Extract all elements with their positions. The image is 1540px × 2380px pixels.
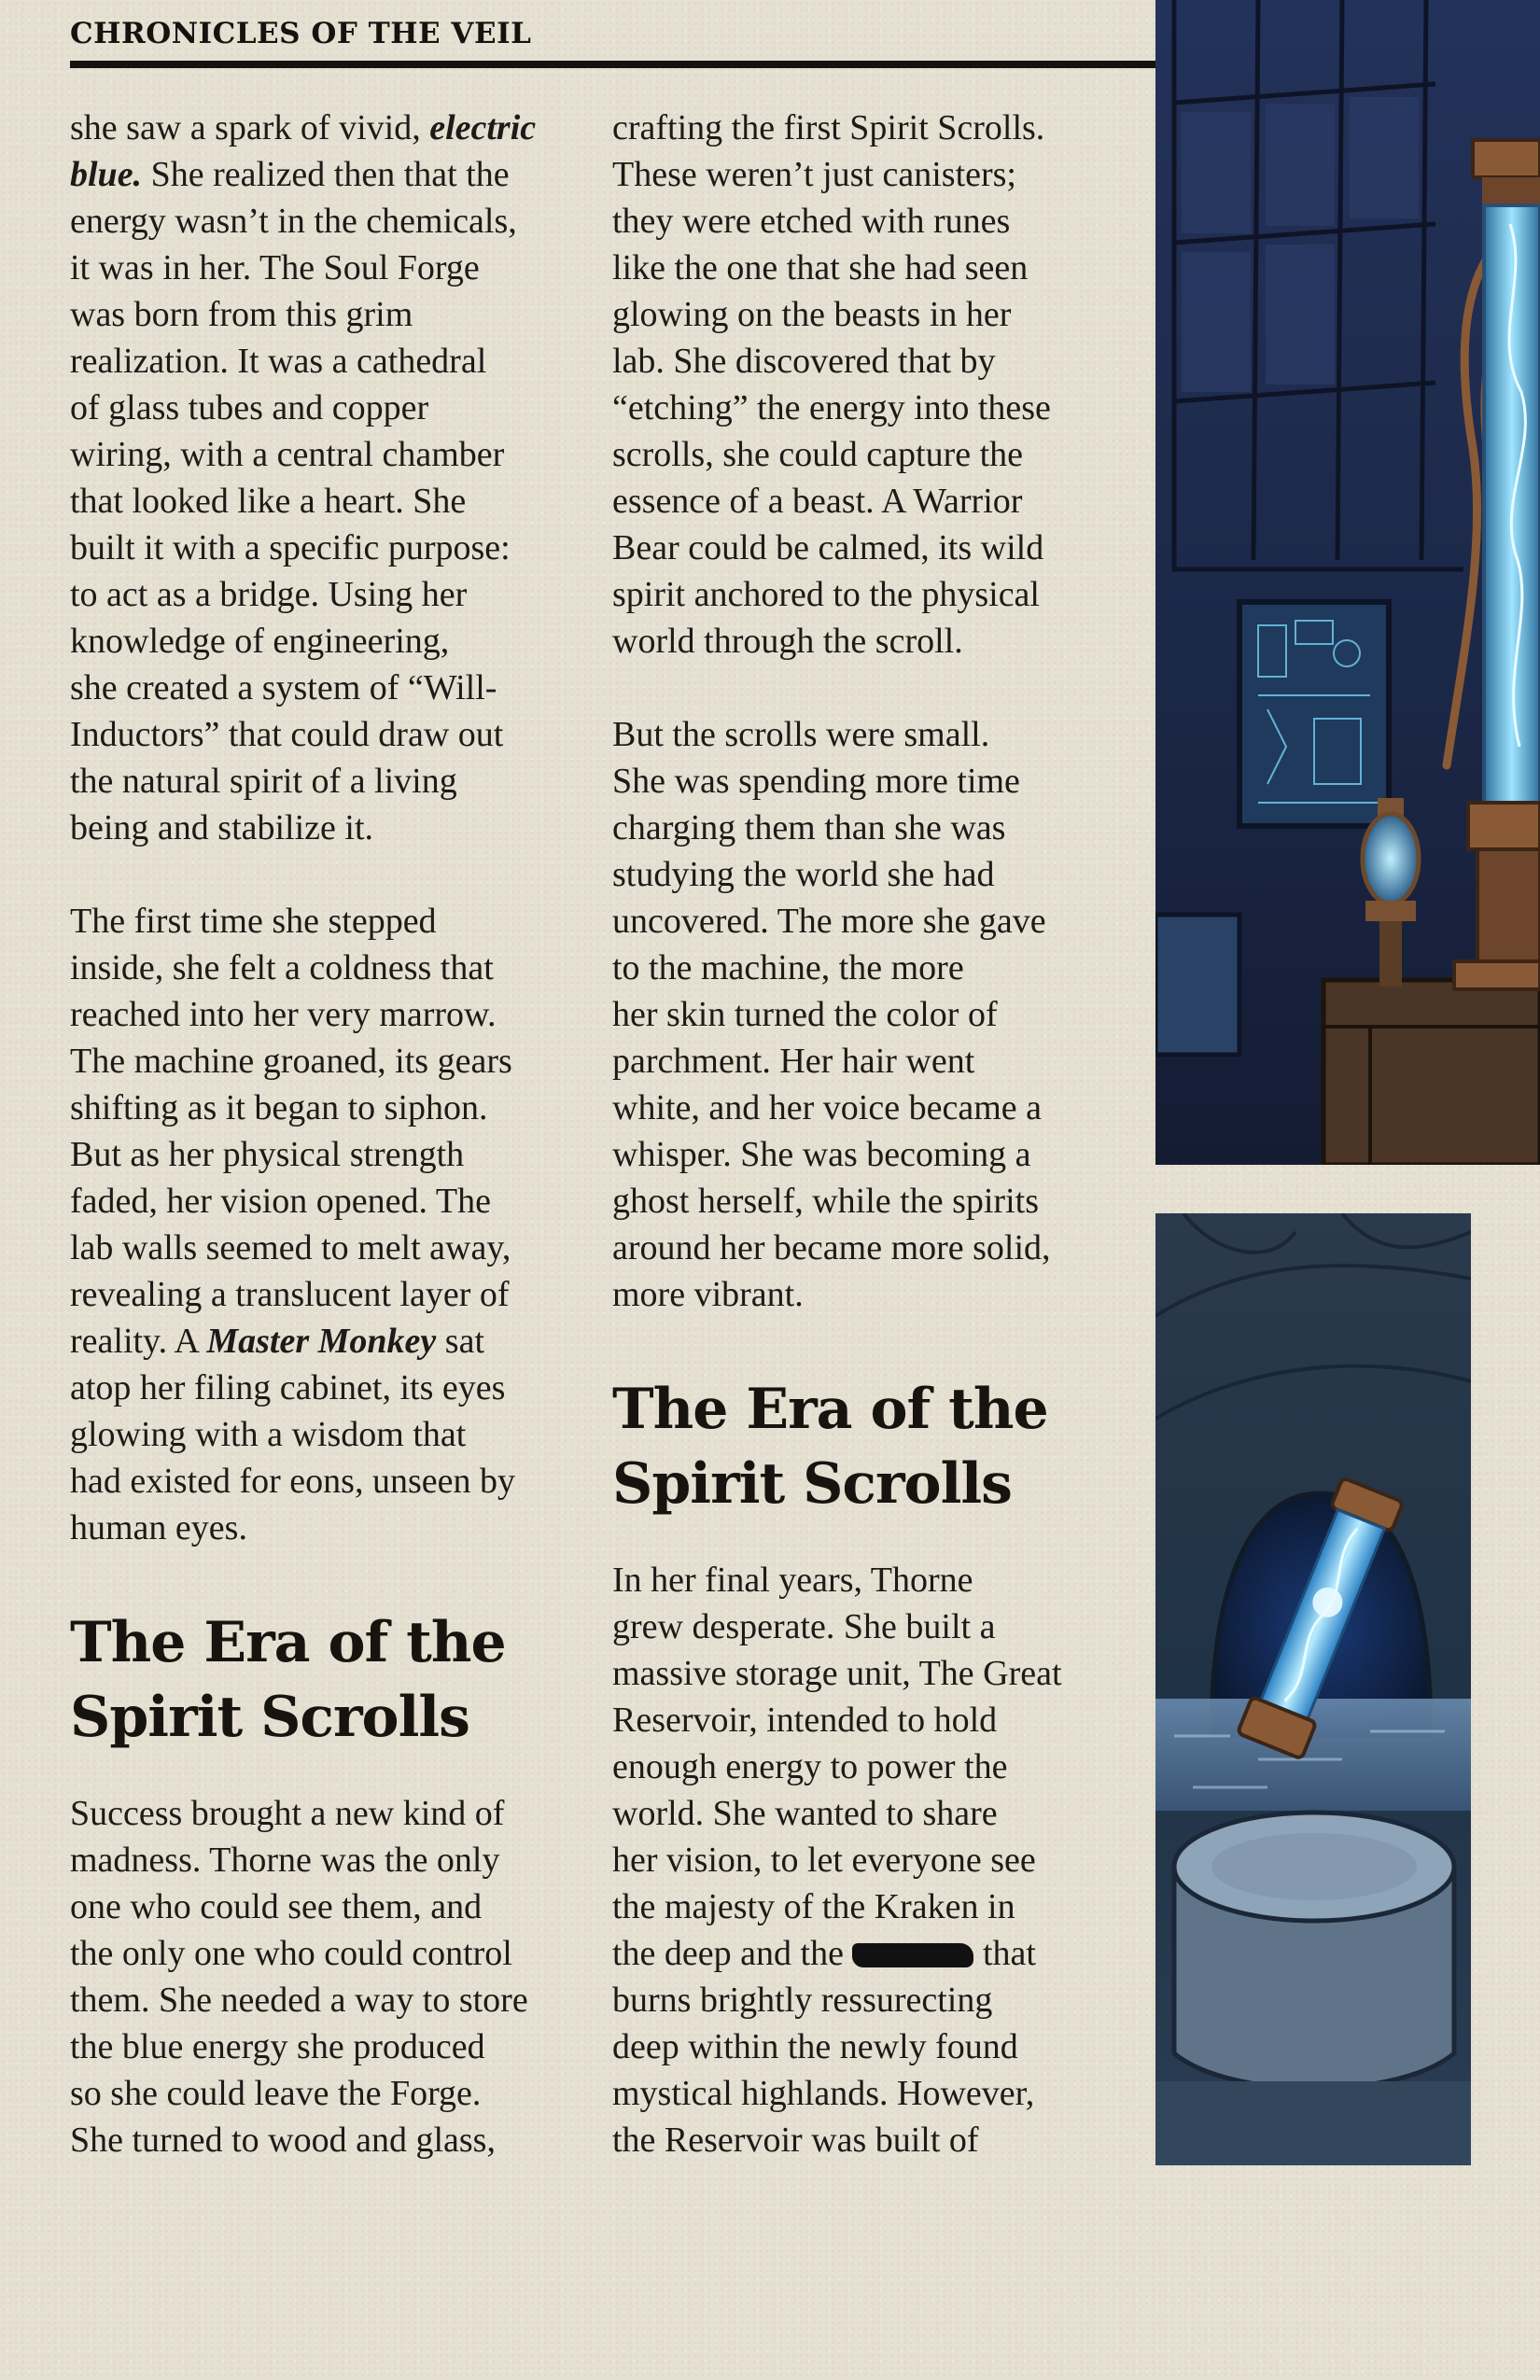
- running-header-title: CHRONICLES OF THE VEIL: [70, 17, 532, 50]
- paragraph-scrolls-small: But the scrolls were small. She was spending more time charging them than she was studying the world she had uncovered. The more she gave to the machine, the more her skin turned the color of parchment. Her hair went white, and her voice became a whisper. She was becoming a ghost herself, while the spirits around her became more solid, more vibrant.: [612, 715, 1051, 1314]
- right-column: [612, 105, 1121, 2163]
- left-column: [70, 105, 579, 2163]
- header-rule: [70, 61, 1155, 68]
- cave-illustration-svg: [1155, 1213, 1471, 2165]
- paragraph-text: that burns brightly ressurecting deep within the newly found mystical highlands. However, the Reservoir was built of: [612, 1934, 1036, 2160]
- soul-forge-lab-illustration: [1155, 0, 1540, 1165]
- paragraph-spirit-scrolls: crafting the first Spirit Scrolls. These weren’t just canisters; they were etched with runes like the one that she had seen glowing on the beasts in her lab. She discovered that by “etching” the energy into these scrolls, she could capture the essence of a beast. A Warrior Bear could be calmed, its wild spirit anchored to the physical world through the scroll.: [612, 108, 1051, 661]
- paragraph-text: she saw a spark of vivid,: [70, 108, 430, 147]
- stone-pedestal: [1174, 1813, 1454, 2089]
- spirit-scroll-cave-illustration: [1155, 1213, 1471, 2165]
- section-heading: The Era of the Spirit Scrolls: [612, 1377, 1048, 1517]
- lab-desk: [1323, 980, 1540, 1165]
- paragraph-success-madness: Success brought a new kind of madness. Thorne was the only one who could see them, and the only one who could control them. She needed a way to store the blue energy she produced so she could leave the Forge. She turned to wood and glass,: [70, 1794, 528, 2160]
- emphasis-master-monkey: Master Monkey: [206, 1322, 437, 1361]
- paragraph-first-time-inside: [70, 898, 579, 1551]
- paragraph-text: The first time she stepped inside, she felt a coldness that reached into her very marrow. The machine groaned, its gears shifting as it began to siphon. But as her physical strength faded, her vision opened. The lab walls seemed to melt away, revealing a translucent layer of reality. A: [70, 902, 512, 1361]
- blueprint-board: [1239, 602, 1389, 826]
- paragraph-text: In her final years, Thorne grew desperate. She built a massive storage unit, The Great Reservoir, intended to hold enough energy to power the world. She wanted to share her vision, to let everyone see the majesty of the Kraken in the deep and the: [612, 1561, 1062, 1973]
- lab-illustration-svg: [1155, 0, 1540, 1165]
- redaction-mark: [852, 1943, 973, 1967]
- paragraph-text: She realized then that the energy wasn’t in the chemicals, it was in her. The Soul Forge was born from this grim realization. It was a cathedral of glass tubes and copper wiring, with a central chamber that looked like a heart. She built it with a specific purpose: to act as a bridge. Using her knowledge of engineering, she created a system of “Will- Inductors” that could draw out the natural spirit of a living being and stabilize it.: [70, 155, 517, 847]
- paragraph-great-reservoir: [612, 1557, 1121, 2163]
- paragraph-text: sat atop her filing cabinet, its eyes glowing with a wisdom that had existed for eons, unseen by human eyes.: [70, 1322, 515, 1547]
- section-heading: The Era of the Spirit Scrolls: [70, 1610, 506, 1750]
- emphasis-electric-blue: electric blue.: [70, 108, 537, 194]
- paragraph-soul-forge: [70, 105, 579, 851]
